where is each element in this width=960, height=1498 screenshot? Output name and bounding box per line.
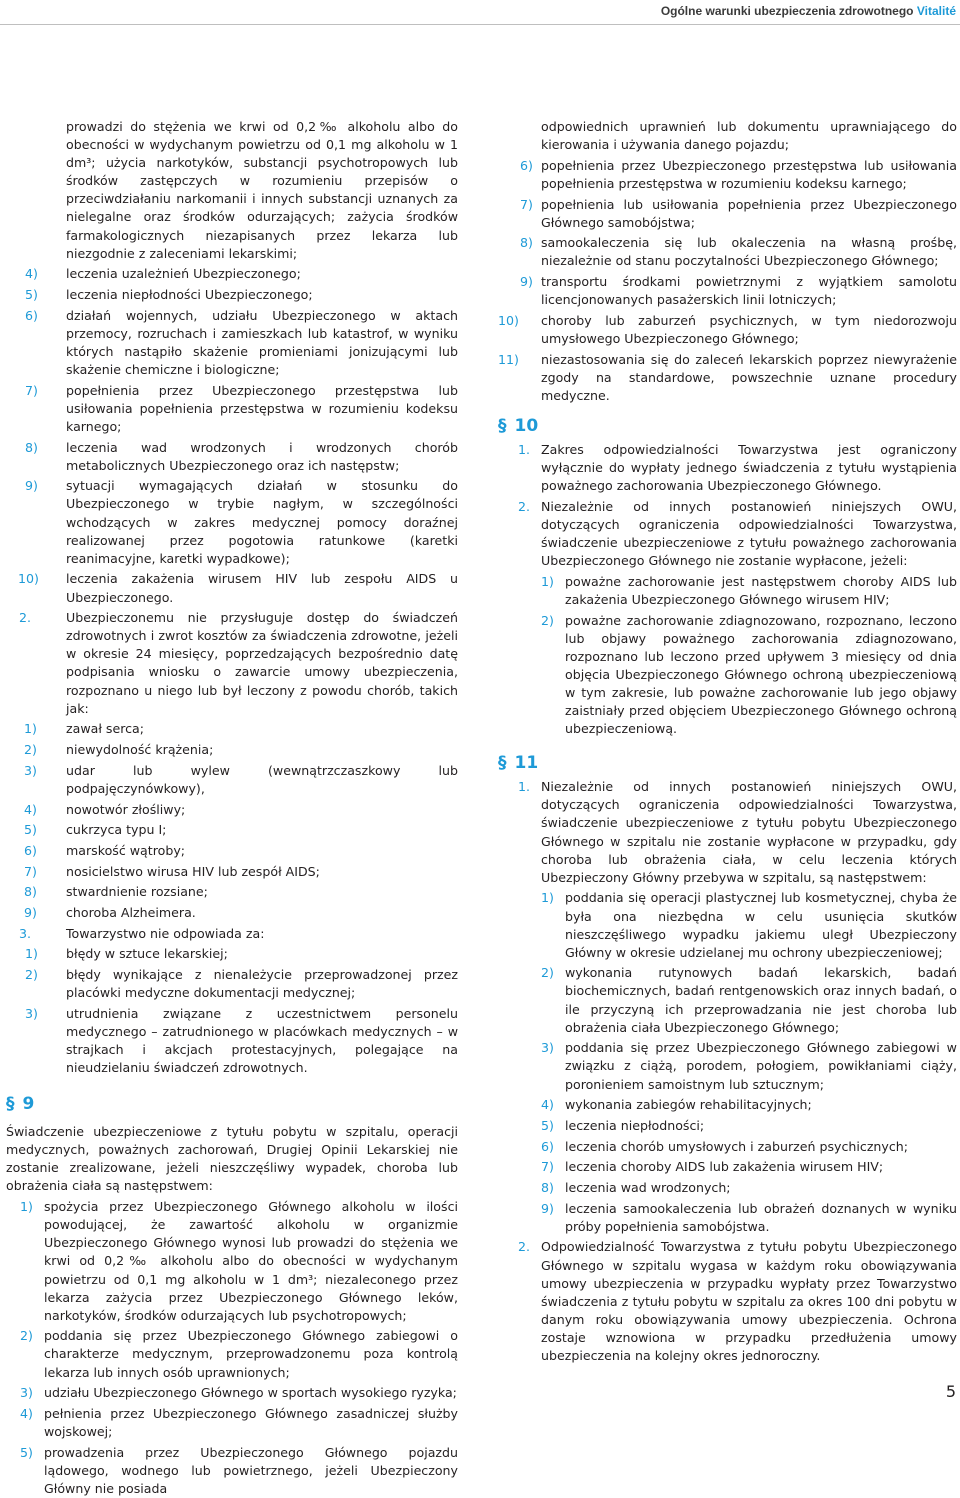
list-item: 6) działań wojennych, udziału Ubezpieczonego w aktach przemocy, rozruchach i zamieszkach lub katastrof, w wyniku których nastąpiło skażenie promieniami jonizującymi lub skażenie chemiczne i biologiczne; [25,307,458,377]
section-heading-10: § 10 [498,415,539,436]
header-brand: Vitalité [916,4,956,18]
list-item: 3) utrudnienia związane z uczestnictwem personelu medycznego – zatrudnionego w placówkach medycznych – w strajkach i akcjach protestacyjnych, polegające na nieudzielaniu świadczeń zdrowotnych. [25,1005,458,1076]
list-item: 1) błędy w sztuce lekarskiej; [25,946,228,962]
continued-text: odpowiednich uprawnień lub dokumentu uprawniającego do kierowania i używania danego pojazdu; [541,119,957,153]
list-item: 4) pełnienia przez Ubezpieczonego Głównego zasadniczej służby wojskowej; [20,1405,458,1440]
list-item: 7) nosicielstwo wirusa HIV lub zespół AIDS; [24,863,320,879]
list-item: 5) cukrzyca typu I; [24,822,167,838]
list-item: 3) udziału Ubezpieczonego Głównego w sportach wysokiego ryzyka; [20,1385,457,1401]
paragraph-2: 2. Odpowiedzialność Towarzystwa z tytułu pobytu Ubezpieczonego Głównego w szpitalu wygasa w każdym roku obowiązywania umowy ubezpieczenia w przypadku wypłaty przez Towarzystwo świadczenia z tytułu pobytu w szpitalu za okres 100 dni pobytu w danym roku obowiązywania umowy ubezpieczenia. Ochrona zostaje wznowiona w przypadku przedłużenia umowy ubezpieczenia na kolejny okres jednoroczny. [518,1239,957,1363]
list-item: 5) leczenia niepłodności Ubezpieczonego; [25,287,313,303]
page-number: 5 [945,1382,956,1401]
paragraph-3: 3. Towarzystwo nie odpowiada za: [19,925,265,941]
paragraph-1: 1. Zakres odpowiedzialności Towarzystwa jest ograniczony wyłącznie do wypłaty jednego świadczenia z tytułu wystąpienia poważnego zachorowania Ubezpieczonego Głównego. [518,441,957,494]
list-item: 8) leczenia wad wrodzonych; [541,1179,731,1195]
section-heading-9: § 9 [6,1094,35,1115]
paragraph-2: 2. Niezależnie od innych postanowień niniejszych OWU, dotyczących ograniczenia odpowiedzialności Towarzystwa, świadczenie ubezpieczeniowe z tytułu poważnego zachorowania Ubezpieczonego Głównego nie zostanie wypłacone, jeżeli: [518,498,957,569]
list-item: 11) niezastosowania się do zaleceń lekarskich poprzez niewyrażenie zgody na standardowe, powszechnie uznane procedury medyczne. [498,351,957,403]
list-item: 2) błędy wynikające z nienależycie przeprowadzonej przez placówki medyczne dokumentacji medycznej; [25,967,458,1001]
list-item: 9) sytuacji wymagających działań w stosunku do Ubezpieczonego w trybie nagłym, w szczególności wchodzących w zakres medycznej pomocy doraźnej realizowanej przez pogotowia ratunkowe (karetki reanimacyjne, karetki wypadkowe); [25,478,458,566]
list-item: 9) transportu środkami powietrznymi z wyjątkiem samolotu licencjonowanych pasażerskich linii lotniczych; [520,274,957,308]
page-header [661,4,956,18]
section-heading-11: § 11 [498,753,539,774]
paragraph-1: 1. Niezależnie od innych postanowień niniejszych OWU, dotyczących ograniczenia odpowiedzialności Towarzystwa, świadczenie ubezpieczeniowe z tytułu pobytu Ubezpieczonego Głównego w szpitalu nie zostanie wypłacone w przypadku, gdy choroba lub obrażenia ciała, w celu leczenia których Ubezpieczony Główny przebywa w szpitalu, są następstwem: [518,779,957,885]
list-item: 8) samookaleczenia się lub okaleczenia na własną prośbę, niezależnie od stanu poczytalności Ubezpieczonego Głównego; [520,235,957,269]
list-item: 1) zawał serca; [24,721,145,737]
list-item: 6) leczenia chorób umysłowych i zaburzeń psychicznych; [541,1138,909,1154]
list-item: 4) nowotwór złośliwy; [24,801,186,817]
left-column [6,118,458,1498]
list-item: 8) leczenia wad wrodzonych i wrodzonych chorób metabolicznych Ubezpieczonego oraz ich następstw; [25,439,458,473]
list-item: 4) wykonania zabiegów rehabilitacyjnych; [541,1097,812,1113]
list-item: 6) popełnienia przez Ubezpieczonego przestępstwa lub usiłowania popełnienia przestępstwa w rozumieniu kodeksu karnego; [520,157,957,191]
list-item: 2) poważne zachorowanie zdiagnozowano, rozpoznano, leczono lub objawy poważnego zachorowania zdiagnozowano, rozpoznano lub leczono przed upływem 3 miesięcy od dnia objęcia Ubezpieczonego Głównego ochroną ubezpieczeniową w tym zakresie, lub poważne zachorowanie lub jego objawy zaistniały przed objęciem Ubezpieczonego Głównego ochroną ubezpieczeniową. [541,612,957,737]
list-item: 8) stwardnienie rozsiane; [24,884,208,900]
list-item: 9) leczenia samookaleczenia lub obrażeń doznanych w wyniku próby popełnienia samobójstwa. [541,1200,957,1234]
list-item: 1) poddania się operacji plastycznej lub kosmetycznej, chyba że była ona niezbędna w celu usunięcia skutków nieszczęśliwego wypadku jakiemu uległ Ubezpieczony Główny w okresie udzielanej mu ochrony ubezpieczeniowej; [541,890,957,960]
continued-text: prowadzi do stężenia we krwi od 0,2‰ alkoholu albo do obecności w wydychanym powietrzu od 0,1 mg alkoholu w 1 dm³; użycia narkotyków, substancji psychotropowych lub środków zastępczych w rozumieniu przepisów o przeciwdziałaniu narkomanii i innych substancji uznanych za nielegalne oraz środków odurzających; zażycia środków farmakologicznych niezapisanych przez lekarza lub niezgodnie z zaleceniami lekarskimi; [66,119,458,261]
list-item: 5) leczenia niepłodności; [541,1117,705,1133]
list-item: 6) marskość wątroby; [24,842,186,858]
list-item: 2) poddania się przez Ubezpieczonego Głównego zabiegowi o charakterze medycznym, przeprowadzonemu poza kontrolą lekarza lub innych osób uprawnionych; [20,1328,458,1380]
list-item: 4) leczenia uzależnień Ubezpieczonego; [25,266,301,282]
section-9-intro: Świadczenie ubezpieczeniowe z tytułu pobytu w szpitalu, operacji medycznych, poważnych zachorowań, Drugiej Opinii Lekarskiej nie zostanie zrealizowane, jeżeli nieszczęśliwy wypadek, choroba lub obrażenia ciała są następstwem: [6,1124,458,1194]
list-item: 10) leczenia zakażenia wirusem HIV lub zespołu AIDS u Ubezpieczonego. [18,571,458,605]
list-item: 1) poważne zachorowanie jest następstwem choroby AIDS lub zakażenia Ubezpieczonego Głównego wirusem HIV; [541,573,957,607]
list-item: 3) poddania się przez Ubezpieczonego Głównego zabiegowi w związku z ciążą, porodem, połogiem, powikłaniami ciąży, poronieniem samoistnym lub sztucznym; [541,1040,957,1092]
paragraph-2: 2. Ubezpieczonemu nie przysługuje dostęp do świadczeń zdrowotnych i zwrot kosztów za świadczenia zdrowotne, jeżeli w okresie 24 miesięcy, poprzedzających bezpośrednio datę podpisania wniosku o zawarcie umowy ubezpieczenia, rozpoznano u niego lub był leczony z powodu chorób, takich jak: [19,610,458,716]
list-item: 9) choroba Alzheimera. [24,904,196,920]
list-item: 7) popełnienia lub usiłowania popełnienia przez Ubezpieczonego Głównego samobójstwa; [520,196,957,230]
header-title: Ogólne warunki ubezpieczenia zdrowotnego [660,4,914,18]
list-item: 5) prowadzenia przez Ubezpieczonego Głównego pojazdu lądowego, wodnego lub powietrznego, jeżeli Ubezpieczony Główny nie posiada [20,1444,458,1496]
list-item: 3) udar lub wylew (wewnątrzczaszkowy lub podpajęczynówkowy), [24,762,458,796]
right-column [498,118,957,1365]
header-divider [0,24,960,25]
list-item: 7) popełnienia przez Ubezpieczonego przestępstwa lub usiłowania popełnienia przestępstwa w rozumieniu kodeksu karnego; [25,382,458,434]
list-item: 2) wykonania rutynowych badań lekarskich, badań biochemicznych, badań rentgenowskich oraz innych badań, o ile przyczyną ich przeprowadzania nie jest choroba lub obrażenia ciała Ubezpieczonego Głównego; [541,965,957,1035]
list-item: 1) spożycia przez Ubezpieczonego Głównego alkoholu w ilości powodującej, że zawartość alkoholu w organizmie Ubezpieczonego Głównego wynosi lub prowadzi do stężenia we krwi od 0,2‰ alkoholu albo do obecności w wydychanym powietrzu od 0,1 mg alkoholu w 1 dm³; niezaleconego przez lekarza zażycia przez Ubezpieczonego Głównego leków, narkotyków, środków odurzających lub psychotropowych; [20,1199,458,1323]
list-item: 10) choroby lub zaburzeń psychicznych, w tym niedorozwoju umysłowego Ubezpieczonego Głównego; [498,312,957,346]
list-item: 2) niewydolność krążenia; [24,742,214,758]
list-item: 7) leczenia choroby AIDS lub zakażenia wirusem HIV; [541,1159,884,1175]
